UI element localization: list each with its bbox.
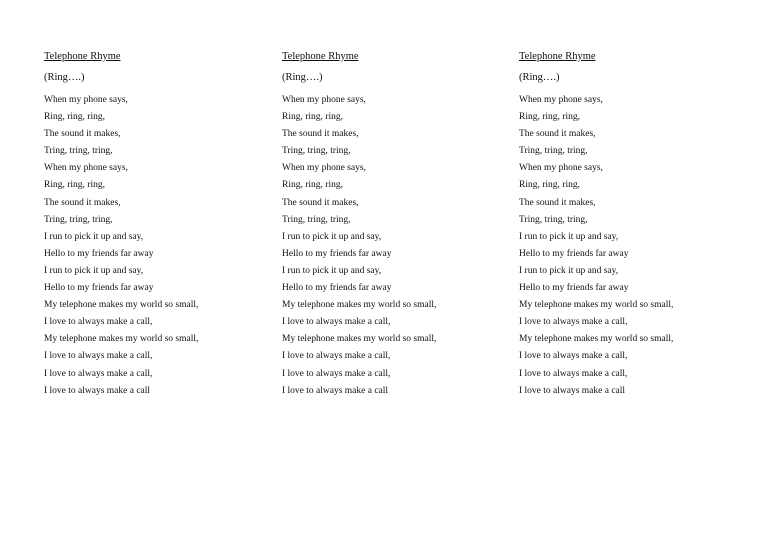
rhyme-line: The sound it makes, — [282, 129, 359, 140]
rhyme-line: Hello to my friends far away — [519, 248, 629, 259]
rhyme-line: I love to always make a call, — [44, 317, 153, 328]
rhyme-line: My telephone makes my world so small, — [282, 334, 437, 345]
rhyme-line: When my phone says, — [519, 163, 603, 174]
rhyme-line: The sound it makes, — [44, 129, 121, 140]
rhyme-line: Tring, tring, tring, — [282, 214, 351, 225]
rhyme-subtitle: (Ring….) — [44, 72, 85, 83]
rhyme-lines — [44, 92, 264, 400]
rhyme-line: I love to always make a call — [519, 385, 626, 396]
rhyme-line: Hello to my friends far away — [519, 283, 629, 294]
rhyme-line: I love to always make a call — [282, 385, 389, 396]
rhyme-line: Ring, ring, ring, — [519, 112, 580, 123]
rhyme-subtitle: (Ring….) — [519, 72, 560, 83]
rhyme-line: Ring, ring, ring, — [282, 180, 343, 191]
rhyme-line: I love to always make a call, — [282, 368, 391, 379]
rhyme-line: My telephone makes my world so small, — [44, 300, 199, 311]
rhyme-subtitle: (Ring….) — [282, 72, 323, 83]
rhyme-line: Hello to my friends far away — [44, 283, 154, 294]
rhyme-line: When my phone says, — [44, 95, 128, 105]
rhyme-line: I love to always make a call, — [44, 368, 153, 379]
rhyme-line: My telephone makes my world so small, — [519, 300, 674, 311]
rhyme-line: Ring, ring, ring, — [44, 180, 105, 191]
rhyme-line: I love to always make a call, — [282, 317, 391, 328]
rhyme-line: Ring, ring, ring, — [282, 112, 343, 123]
rhyme-lines — [282, 92, 502, 400]
rhyme-column-2 — [282, 50, 502, 400]
rhyme-line: I love to always make a call, — [282, 351, 391, 362]
rhyme-line: Tring, tring, tring, — [519, 214, 588, 225]
rhyme-line: Tring, tring, tring, — [282, 146, 351, 157]
rhyme-column-1 — [44, 50, 264, 400]
rhyme-line: I run to pick it up and say, — [44, 231, 144, 242]
rhyme-line: Hello to my friends far away — [44, 248, 154, 259]
rhyme-line: I run to pick it up and say, — [282, 231, 382, 242]
rhyme-line: Ring, ring, ring, — [519, 180, 580, 191]
rhyme-line: I run to pick it up and say, — [282, 265, 382, 276]
rhyme-line: The sound it makes, — [519, 129, 596, 140]
rhyme-lines — [519, 92, 739, 400]
rhyme-title: Telephone Rhyme — [44, 51, 121, 62]
rhyme-line: I love to always make a call, — [44, 351, 153, 362]
rhyme-line: When my phone says, — [519, 95, 603, 105]
rhyme-line: The sound it makes, — [44, 197, 121, 208]
rhyme-line: Tring, tring, tring, — [519, 146, 588, 157]
rhyme-line: My telephone makes my world so small, — [519, 334, 674, 345]
rhyme-line: My telephone makes my world so small, — [282, 300, 437, 311]
rhyme-line: My telephone makes my world so small, — [44, 334, 199, 345]
rhyme-line: I run to pick it up and say, — [519, 231, 619, 242]
rhyme-line: Tring, tring, tring, — [44, 214, 113, 225]
rhyme-line: Tring, tring, tring, — [44, 146, 113, 157]
rhyme-line: I run to pick it up and say, — [44, 265, 144, 276]
rhyme-line: Hello to my friends far away — [282, 283, 392, 294]
rhyme-line: I run to pick it up and say, — [519, 265, 619, 276]
rhyme-column-3 — [519, 50, 739, 400]
rhyme-line: Hello to my friends far away — [282, 248, 392, 259]
rhyme-line: When my phone says, — [282, 163, 366, 174]
rhyme-line: I love to always make a call — [44, 385, 151, 396]
rhyme-line: When my phone says, — [44, 163, 128, 174]
rhyme-title: Telephone Rhyme — [519, 51, 596, 62]
rhyme-title: Telephone Rhyme — [282, 51, 359, 62]
rhyme-line: Ring, ring, ring, — [44, 112, 105, 123]
rhyme-line: I love to always make a call, — [519, 317, 628, 328]
rhyme-line: I love to always make a call, — [519, 351, 628, 362]
rhyme-line: The sound it makes, — [519, 197, 596, 208]
rhyme-line: When my phone says, — [282, 95, 366, 105]
rhyme-line: I love to always make a call, — [519, 368, 628, 379]
rhyme-line: The sound it makes, — [282, 197, 359, 208]
